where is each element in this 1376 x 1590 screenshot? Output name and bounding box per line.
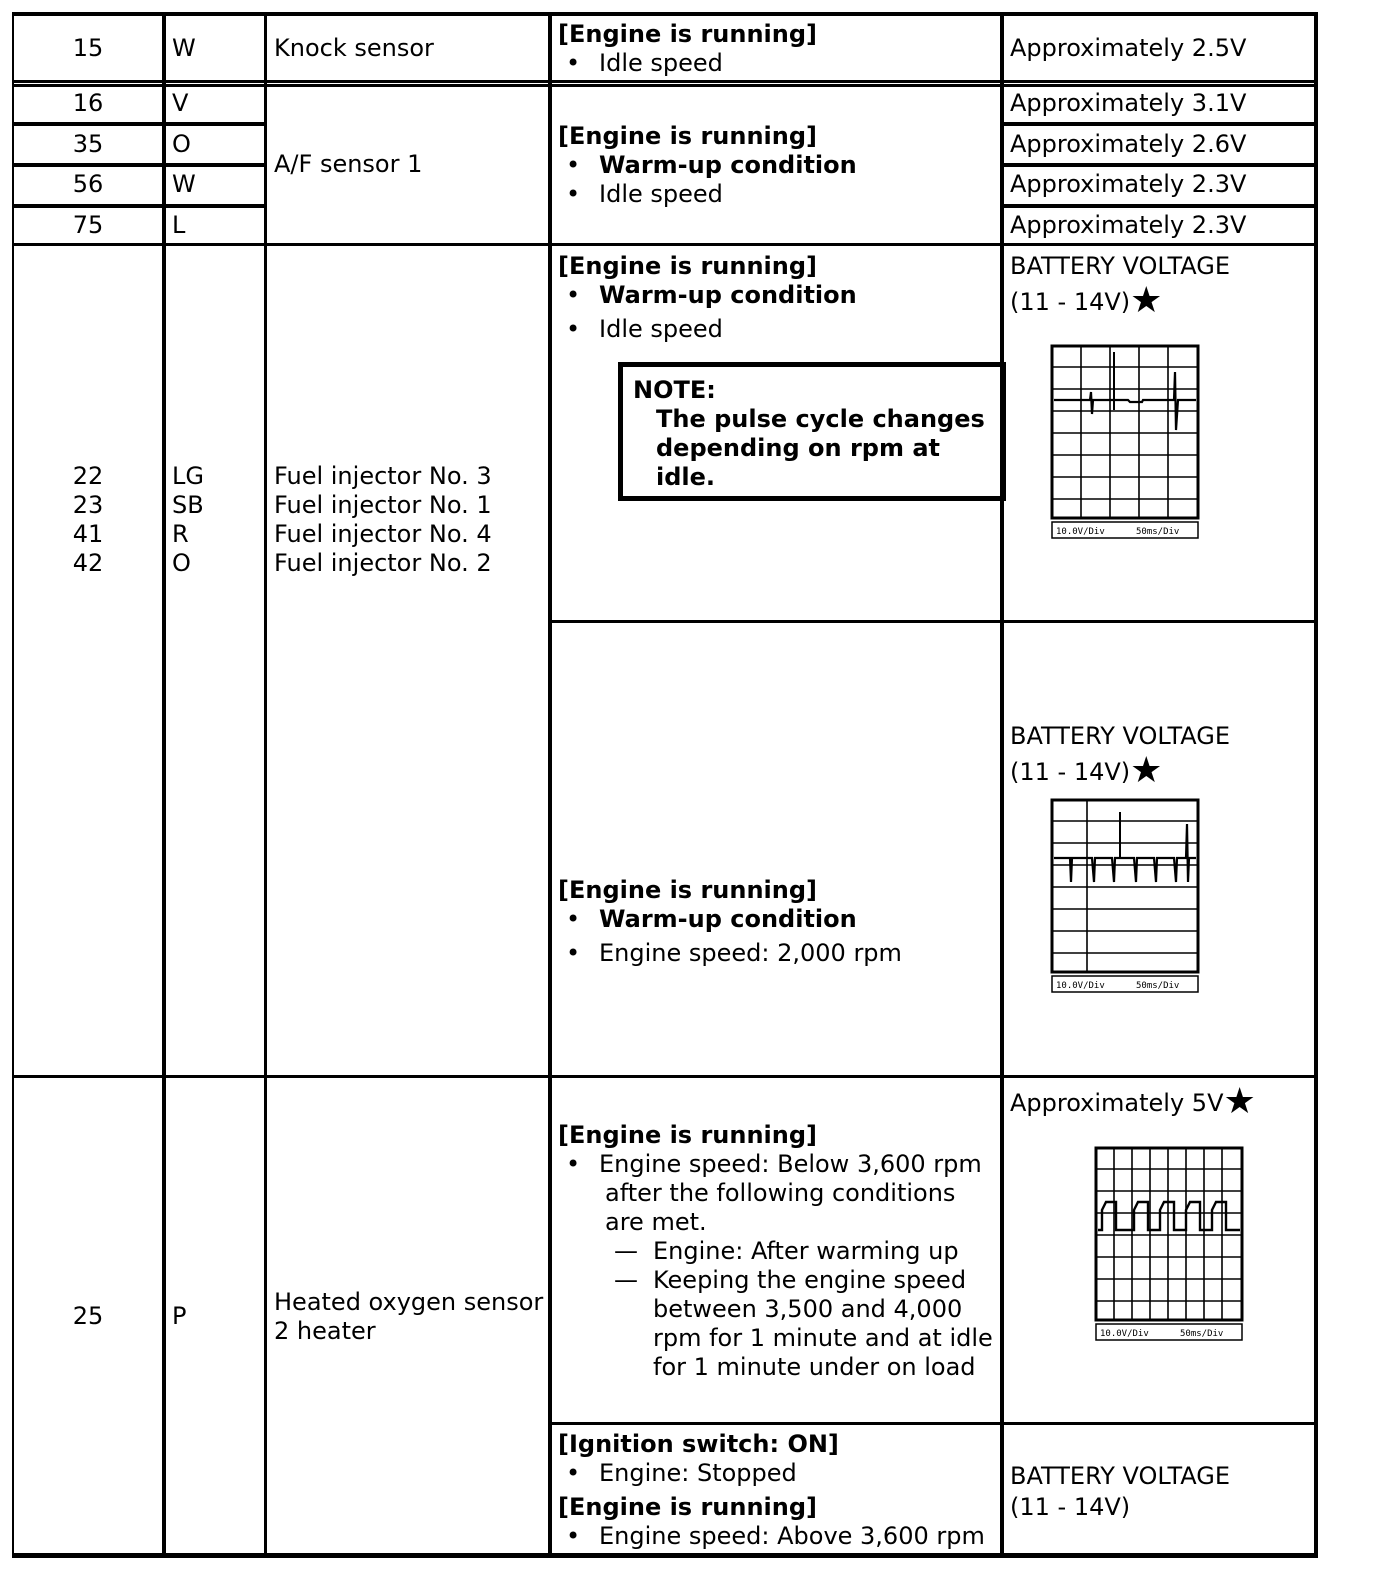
row-sep-56 xyxy=(12,204,266,208)
wire-color-cell: W xyxy=(172,170,196,198)
row-sep-35 xyxy=(12,163,266,167)
condition-cell xyxy=(558,1430,985,1551)
condition-cell xyxy=(558,252,857,344)
wire-color-cell: P xyxy=(172,1302,187,1330)
scope-time-per-div: 50ms/Div xyxy=(1180,1329,1224,1339)
terminal-cell: 15 xyxy=(72,34,104,62)
condition-sub-item: — Keeping the engine speed xyxy=(558,1266,993,1295)
item-cell xyxy=(274,1288,543,1346)
value-cell xyxy=(1010,1081,1256,1122)
val-sep-16 xyxy=(1000,122,1318,126)
row-sep-injector xyxy=(12,1075,1318,1078)
value-cell: Approximately 2.3V xyxy=(1010,211,1247,239)
terminal-cell: 41 xyxy=(72,520,104,548)
value-cell xyxy=(1010,1462,1230,1522)
row-sep-15a xyxy=(12,80,1318,83)
item-line: Heated oxygen sensor xyxy=(274,1288,544,1316)
table-border-top xyxy=(12,12,1318,16)
wire-color-cell: L xyxy=(172,211,186,239)
value-line: BATTERY VOLTAGE xyxy=(1010,1462,1231,1490)
condition-cell xyxy=(558,1121,993,1382)
row-sep-af xyxy=(12,243,1318,246)
terminal-cell: 75 xyxy=(72,211,104,239)
note-label: NOTE: xyxy=(633,376,716,404)
star-icon: ★ xyxy=(1130,280,1163,321)
value-line: BATTERY VOLTAGE xyxy=(1010,722,1231,750)
val-sep-35 xyxy=(1000,163,1318,167)
terminal-cell: 56 xyxy=(72,170,104,198)
wire-color-list xyxy=(172,462,204,578)
terminal-cell: 42 xyxy=(72,549,104,577)
item-cell: Fuel injector No. 3 xyxy=(274,462,492,490)
condition-cell xyxy=(558,122,857,209)
condition-bullet: • Idle speed xyxy=(558,315,857,344)
condition-header: [Engine is running] xyxy=(558,122,817,150)
condition-bullet: • Warm-up condition xyxy=(558,281,857,310)
cond-sep-heater xyxy=(548,1422,1318,1425)
condition-bullet: • Warm-up condition xyxy=(558,905,902,934)
wire-color-cell: O xyxy=(172,549,191,577)
terminal-list xyxy=(14,462,162,578)
value-cell: Approximately 2.5V xyxy=(1010,34,1247,62)
terminal-cell: 22 xyxy=(72,462,104,490)
star-icon: ★ xyxy=(1223,1081,1256,1122)
condition-bullet: • Idle speed xyxy=(558,180,857,209)
scope-volts-per-div: 10.0V/Div xyxy=(1056,527,1105,537)
table-border-bottom xyxy=(12,1553,1318,1558)
wire-color-cell: SB xyxy=(172,491,204,519)
scope-time-per-div: 50ms/Div xyxy=(1136,527,1180,537)
terminal-cell: 35 xyxy=(72,130,104,158)
condition-bullet-cont: after the following conditions xyxy=(605,1179,956,1207)
condition-bullet: • Engine: Stopped xyxy=(558,1459,985,1488)
oscilloscope-waveform-2000rpm xyxy=(1050,798,1200,994)
condition-header: [Engine is running] xyxy=(558,252,817,280)
wire-color-cell: R xyxy=(172,520,189,548)
condition-header: [Engine is running] xyxy=(558,876,817,904)
terminal-cell: 25 xyxy=(72,1302,104,1330)
condition-bullet: • Idle speed xyxy=(558,49,817,78)
star-icon: ★ xyxy=(1130,750,1163,791)
terminal-cell: 23 xyxy=(72,491,104,519)
scope-volts-per-div: 10.0V/Div xyxy=(1056,981,1105,991)
value-line: (11 - 14V) xyxy=(1010,1493,1131,1521)
item-cell: A/F sensor 1 xyxy=(274,150,423,178)
condition-cell xyxy=(558,20,817,78)
terminal-cell: 16 xyxy=(72,89,104,117)
item-line: 2 heater xyxy=(274,1317,376,1345)
value-cell xyxy=(1010,722,1231,791)
condition-sub-item: — Engine: After warming up xyxy=(558,1237,993,1266)
condition-cell xyxy=(558,876,902,968)
row-sep-15b xyxy=(12,84,1318,87)
cond-sep-injector xyxy=(548,620,1318,623)
value-line: BATTERY VOLTAGE xyxy=(1010,252,1231,280)
oscilloscope-waveform-heater xyxy=(1094,1146,1244,1342)
value-cell: Approximately 3.1V xyxy=(1010,89,1247,117)
condition-bullet: • Engine speed: 2,000 rpm xyxy=(558,939,902,968)
note-line: The pulse cycle changes xyxy=(656,405,985,433)
value-line: (11 - 14V) xyxy=(1010,288,1131,316)
condition-sub-item-cont: between 3,500 and 4,000 xyxy=(653,1295,963,1323)
wire-color-cell: V xyxy=(172,89,189,117)
item-cell: Fuel injector No. 2 xyxy=(274,549,492,577)
condition-header: [Ignition switch: ON] xyxy=(558,1430,839,1458)
val-sep-56 xyxy=(1000,204,1318,208)
note-line: idle. xyxy=(656,463,716,491)
condition-bullet: • Warm-up condition xyxy=(558,151,857,180)
wire-color-cell: O xyxy=(172,130,191,158)
value-line: Approximately 5V xyxy=(1010,1089,1224,1117)
value-cell: Approximately 2.6V xyxy=(1010,130,1247,158)
item-cell: Knock sensor xyxy=(274,34,434,62)
value-line: (11 - 14V) xyxy=(1010,758,1131,786)
oscilloscope-waveform-idle xyxy=(1050,344,1200,540)
scope-volts-per-div: 10.0V/Div xyxy=(1100,1329,1149,1339)
scope-time-per-div: 50ms/Div xyxy=(1136,981,1180,991)
condition-bullet-cont: are met. xyxy=(605,1208,707,1236)
value-cell: Approximately 2.3V xyxy=(1010,170,1247,198)
condition-header: [Engine is running] xyxy=(558,1493,817,1521)
condition-header: [Engine is running] xyxy=(558,1121,817,1149)
note-box xyxy=(618,362,1006,501)
condition-sub-item-cont: for 1 minute under on load xyxy=(653,1353,976,1381)
condition-bullet: • Engine speed: Above 3,600 rpm xyxy=(558,1522,985,1551)
item-list xyxy=(274,462,492,578)
condition-sub-item-cont: rpm for 1 minute and at idle xyxy=(653,1324,993,1352)
note-line: depending on rpm at xyxy=(656,434,941,462)
wire-color-cell: W xyxy=(172,34,196,62)
row-sep-16 xyxy=(12,122,266,126)
condition-header: [Engine is running] xyxy=(558,20,817,48)
condition-bullet: • Engine speed: Below 3,600 rpm xyxy=(558,1150,993,1179)
item-cell: Fuel injector No. 1 xyxy=(274,491,492,519)
item-cell: Fuel injector No. 4 xyxy=(274,520,492,548)
value-cell xyxy=(1010,252,1231,321)
wire-color-cell: LG xyxy=(172,462,204,490)
